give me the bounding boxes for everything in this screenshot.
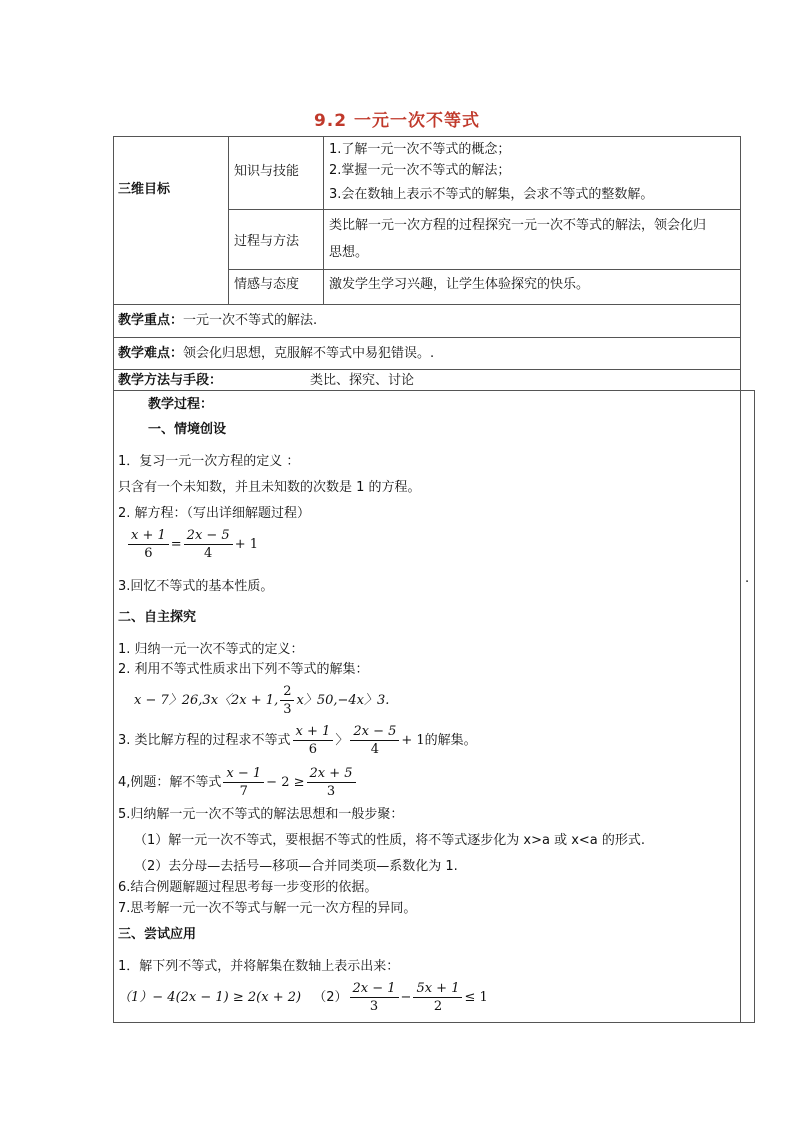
key-point-label: 教学重点： (118, 313, 184, 328)
s2-item-5: 5.归纳解一元一次不等式的解法思想和一般步聚： (118, 807, 404, 822)
s1-item-1-answer: 只含有一个未知数，并且未知数的次数是 1 的方程。 (118, 480, 421, 495)
knowledge-skills-label: 知识与技能 (234, 164, 300, 179)
s2-item4-fraction-2: $\frac{2x + 5}{3}$ (307, 765, 356, 800)
margin-mark: . (745, 571, 750, 586)
ineq-fraction: $\frac{2}{3}$ (280, 683, 294, 718)
method-label: 教学方法与手段： (118, 373, 223, 388)
s2-item-2: 2. 利用不等式性质求出下列不等式的解集： (118, 662, 369, 677)
page-title: 9.2 一元一次不等式 (313, 111, 481, 131)
knowledge-line-2: 2.掌握一元一次不等式的解法； (329, 163, 511, 178)
s2-item3-fraction-2: $\frac{2x - 5}{4}$ (350, 723, 399, 758)
equation-1: $\frac{x + 1}{6}$ = $\frac{2x - 5}{4}$ + 1 (126, 527, 258, 562)
difficulty-row (118, 345, 434, 363)
s3-question-2-label: （2） (313, 990, 348, 1005)
inequality-list: x − 7〉26,3x〈2x + 1, $\frac{2}{3}$ x〉50,−4x〉3. (134, 684, 390, 717)
section-1-heading: 一、情境创设 (148, 422, 227, 437)
emotion-attitude-label: 情感与态度 (234, 277, 300, 292)
eq1-right-fraction: $\frac{2x - 5}{4}$ (184, 527, 233, 562)
process-method-label: 过程与方法 (234, 234, 300, 249)
difficulty-label: 教学难点： (118, 346, 184, 361)
process-heading: 教学过程： (148, 397, 214, 412)
s1-item-1: 1．复习一元一次方程的定义 ： (118, 454, 300, 469)
s3-item-1: 1．解下列不等式，并将解集在数轴上表示出来： (118, 959, 400, 974)
s2-item-5a: （1）解一元一次不等式，要根据不等式的性质，将不等式逐步化为 x>a 或 x<a 的形式. (134, 833, 646, 848)
s3-q2-fraction-1: $\frac{2x - 1}{3}$ (350, 980, 399, 1015)
section-2-heading: 二、自主探究 (118, 610, 197, 625)
eq1-left-fraction: $\frac{x + 1}{6}$ (128, 527, 169, 562)
process-line-1: 类比解一元一次方程的过程探究一元一次不等式的解法，领会化归 (329, 218, 707, 233)
s2-item-6: 6.结合例题解题过程思考每一步变形的依据。 (118, 880, 378, 895)
s3-q2-fraction-2: $\frac{5x + 1}{2}$ (413, 980, 462, 1015)
goals-label: 三维目标 (118, 182, 171, 197)
difficulty-text: 领会化归思想，克服解不等式中易犯错误。. (183, 346, 435, 361)
s2-item-5b: （2）去分母—去括号—移项—合并同类项—系数化为 1. (134, 859, 458, 874)
s2-item-1: 1. 归纳一元一次不等式的定义： (118, 642, 304, 657)
key-point-row (118, 312, 317, 330)
knowledge-line-3: 3.会在数轴上表示不等式的解集，会求不等式的整数解。 (329, 187, 654, 202)
s2-item-3: 3. 类比解方程的过程求不等式 $\frac{x + 1}{6}$ 〉 $\frac{2x - 5}{4}$ + 1的解集。 (118, 724, 477, 757)
s3-question-1: （1）− 4(2x − 1) ≥ 2(x + 2) (118, 990, 302, 1005)
emotion-line-1: 激发学生学习兴趣，让学生体验探究的快乐。 (329, 277, 590, 292)
knowledge-line-1: 1.了解一元一次不等式的概念； (329, 142, 511, 157)
section-3-heading: 三、尝试应用 (118, 927, 197, 942)
s3-questions: （1）− 4(2x − 1) ≥ 2(x + 2) （2） $\frac{2x - 1}{3}$ − $\frac{5x + 1}{2}$ ≤ 1 (118, 981, 488, 1014)
s1-item-2: 2. 解方程：（写出详细解题过程） (118, 506, 311, 521)
method-text: 类比、探究、讨论 (310, 373, 415, 388)
s2-item3-fraction-1: $\frac{x + 1}{6}$ (293, 723, 334, 758)
process-line-2: 思想。 (329, 245, 369, 260)
s2-item4-fraction-1: $\frac{x - 1}{7}$ (223, 765, 264, 800)
s2-item-4: 4,例题：解不等式 $\frac{x - 1}{7}$ − 2 ≥ $\frac{2x + 5}{3}$ (118, 765, 358, 800)
s2-item-7: 7.思考解一元一次不等式与解一元一次方程的异同。 (118, 901, 417, 916)
key-point-text: 一元一次不等式的解法. (183, 313, 318, 328)
s1-item-3: 3.回忆不等式的基本性质。 (118, 579, 274, 594)
